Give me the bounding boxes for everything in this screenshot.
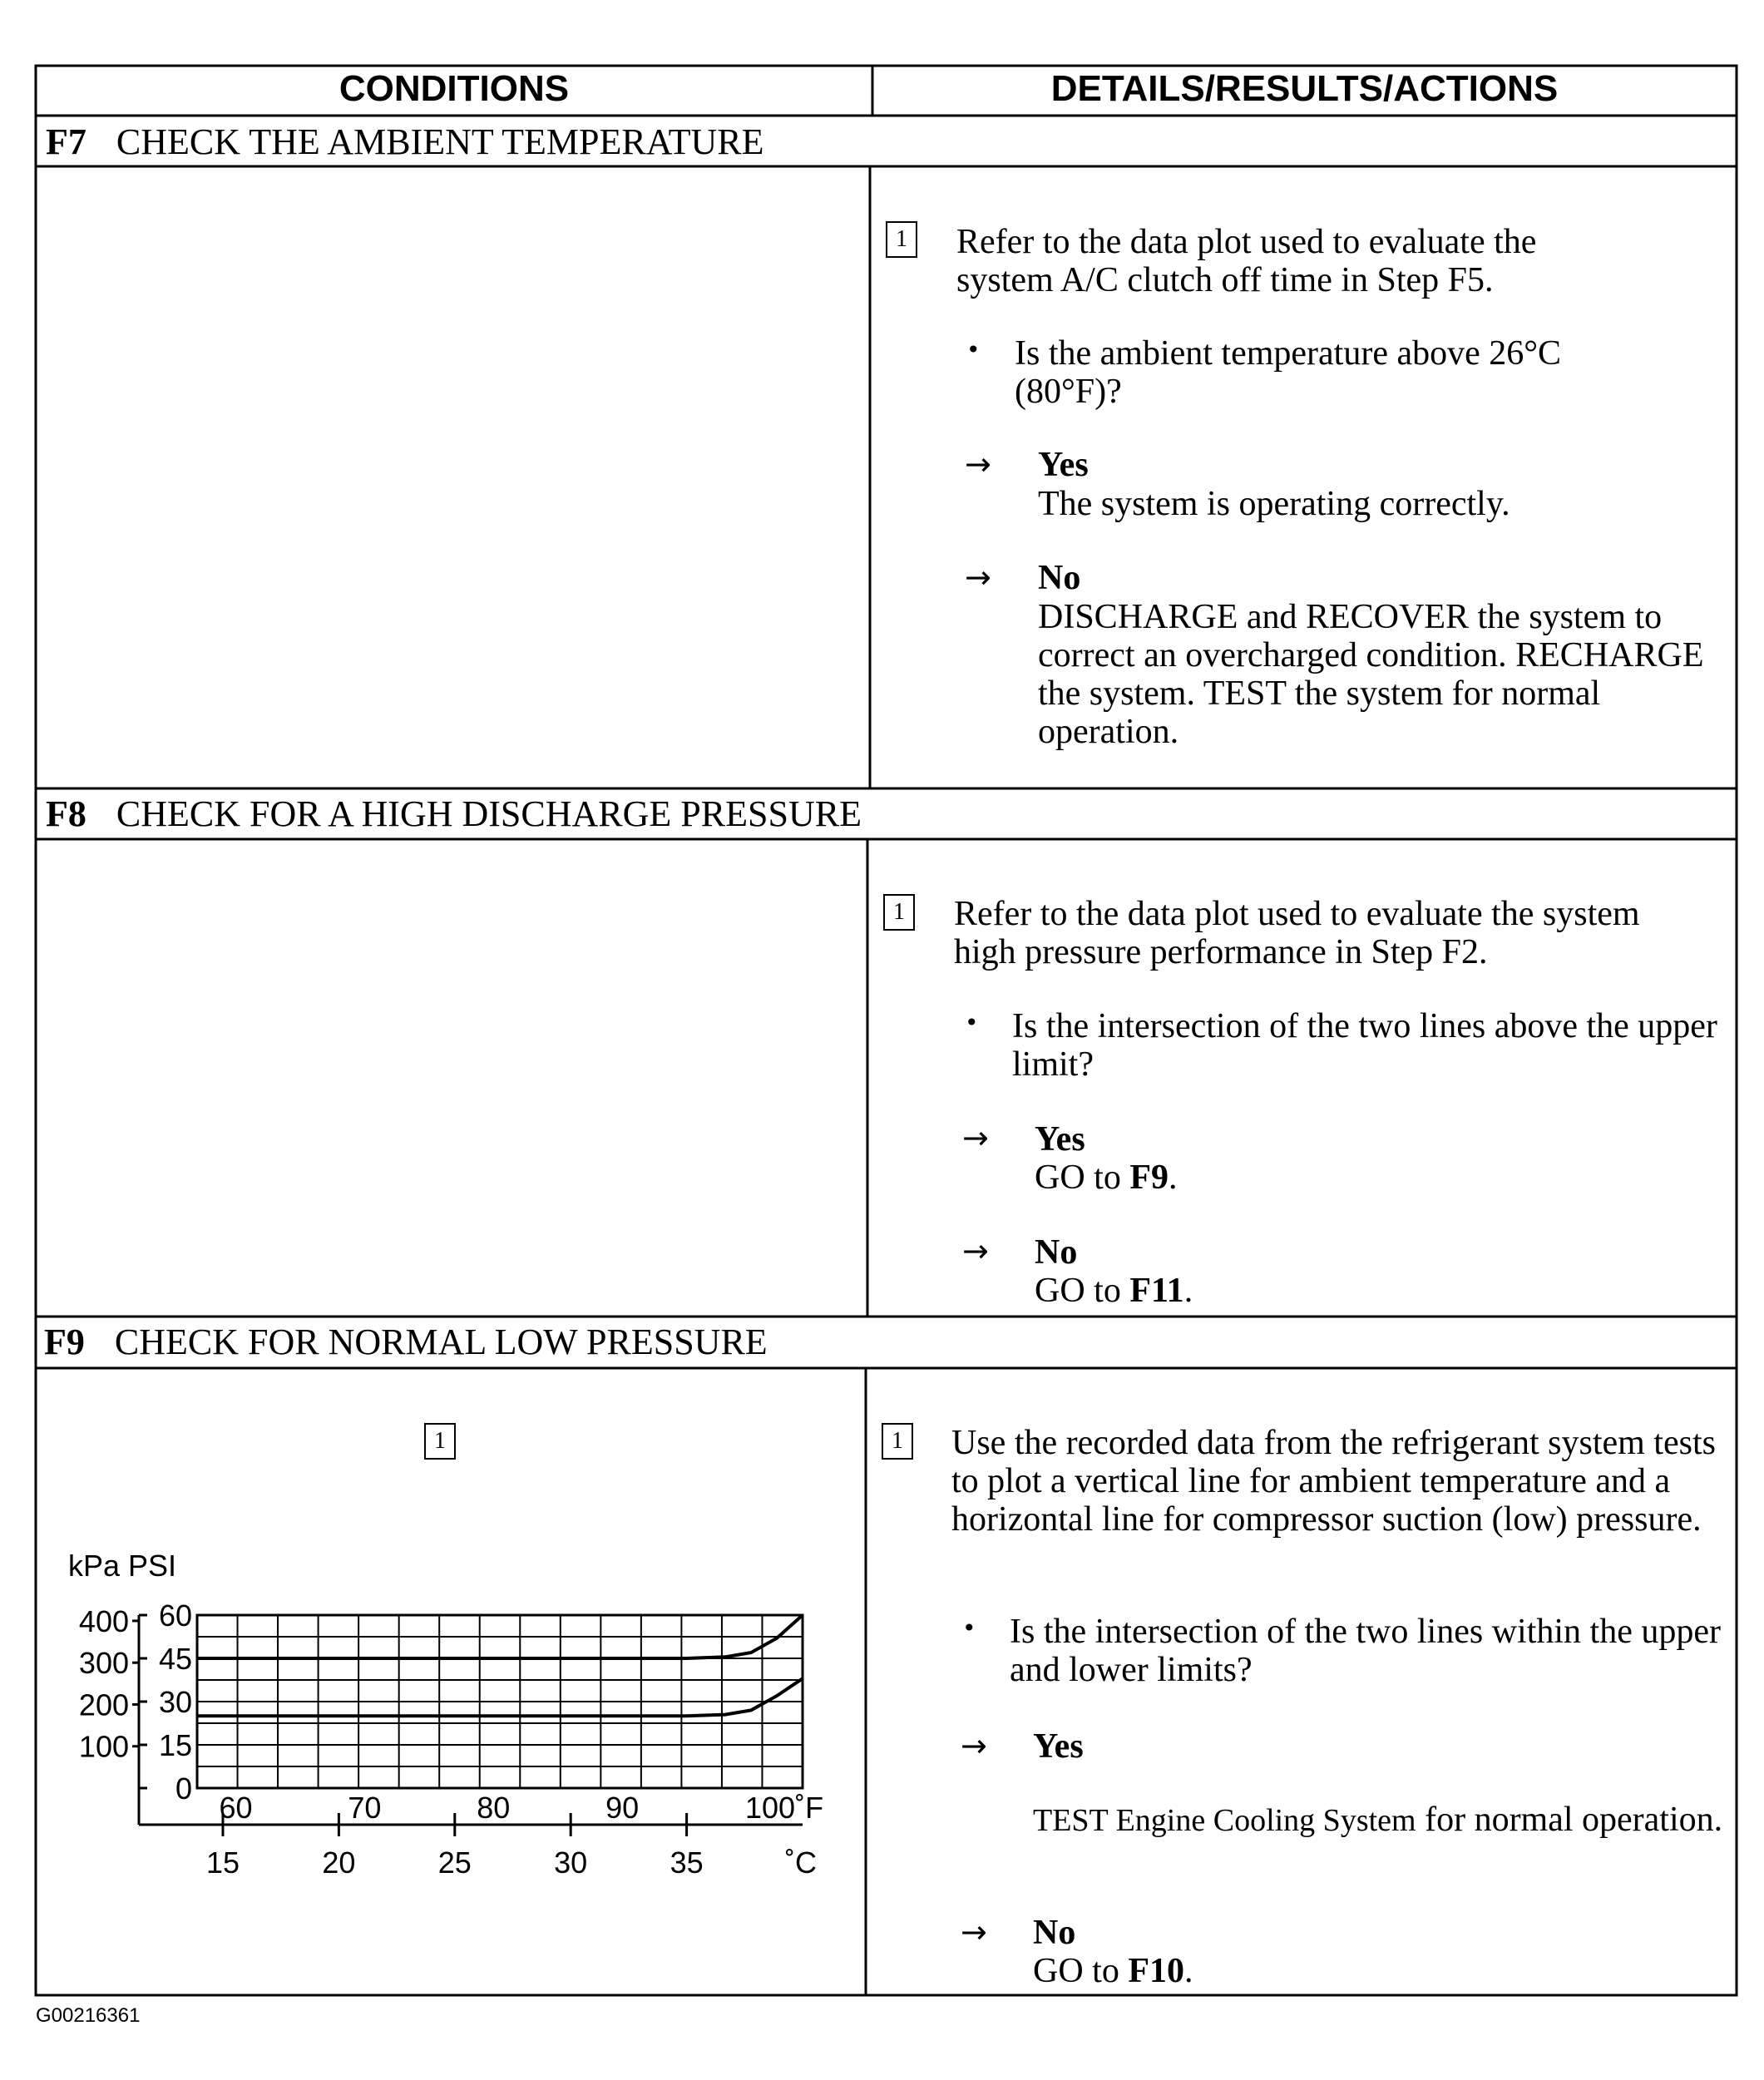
f-tick-label: 70 bbox=[348, 1791, 382, 1825]
c-tick-label: 35 bbox=[670, 1845, 704, 1880]
f9-no-arrow: → bbox=[961, 1914, 987, 1950]
f8-bullet: • bbox=[965, 1009, 979, 1036]
f7-yes-arrow: → bbox=[965, 446, 991, 482]
f-tick-label: 90 bbox=[605, 1791, 640, 1825]
f9-no-label: No bbox=[1033, 1914, 1076, 1952]
lower-limit-line bbox=[197, 1678, 803, 1716]
psi-tick-label: 45 bbox=[158, 1642, 192, 1676]
f9-step-number: 1 bbox=[882, 1423, 913, 1460]
f8-yes-suffix: . bbox=[1169, 1159, 1178, 1197]
psi-tick-label: 15 bbox=[158, 1728, 192, 1762]
f7-yes-text: The system is operating correctly. bbox=[1038, 485, 1510, 523]
kpa-tick-label: 300 bbox=[78, 1646, 129, 1681]
f8-step-number: 1 bbox=[883, 894, 915, 931]
f9-yes-arrow: → bbox=[961, 1727, 987, 1764]
psi-tick-label: 0 bbox=[175, 1771, 192, 1806]
f8-question: Is the intersection of the two lines above the upper limit? bbox=[1012, 1007, 1717, 1084]
f8-yes-prefix: GO to bbox=[1035, 1159, 1130, 1197]
f7-no-label: No bbox=[1038, 559, 1081, 597]
f7-yes-label: Yes bbox=[1038, 446, 1089, 484]
f8-yes-label: Yes bbox=[1035, 1120, 1085, 1159]
f9-step-id: F9 bbox=[44, 1322, 85, 1362]
f7-bullet: • bbox=[966, 336, 981, 363]
f8-no-target: F11 bbox=[1129, 1272, 1184, 1310]
f7-no-arrow: → bbox=[965, 559, 991, 595]
f9-bullet: • bbox=[962, 1614, 976, 1642]
f-tick-label: 100˚F bbox=[745, 1791, 824, 1825]
c-unit-label: ˚C bbox=[785, 1845, 817, 1880]
f8-no-suffix: . bbox=[1183, 1272, 1193, 1310]
f8-yes-text bbox=[1035, 1159, 1178, 1197]
f9-figure-number: 1 bbox=[424, 1423, 456, 1460]
f-tick-label: 60 bbox=[219, 1791, 253, 1825]
psi-tick-label: 60 bbox=[158, 1598, 192, 1633]
f9-yes-label: Yes bbox=[1033, 1727, 1084, 1766]
f8-yes-arrow: → bbox=[962, 1119, 989, 1156]
chart-grid bbox=[197, 1615, 803, 1788]
kpa-tick-label: 100 bbox=[78, 1729, 129, 1764]
kpa-tick-label: 400 bbox=[78, 1603, 129, 1638]
y-units-label: kPa PSI bbox=[68, 1549, 177, 1583]
f7-section-title bbox=[46, 121, 764, 163]
figure-code: G00216361 bbox=[36, 2004, 141, 2027]
f9-question: Is the intersection of the two lines within the upper and lower limits? bbox=[1010, 1613, 1721, 1689]
f9-yes-text-small: TEST Engine Cooling System bbox=[1033, 1803, 1416, 1838]
f8-no-arrow: → bbox=[962, 1233, 989, 1269]
f8-instruction: Refer to the data plot used to evaluate the system high pressure performance in Step F2. bbox=[954, 895, 1640, 971]
f8-yes-target: F9 bbox=[1129, 1159, 1169, 1197]
c-tick-label: 15 bbox=[205, 1845, 240, 1880]
f8-title: CHECK FOR A HIGH DISCHARGE PRESSURE bbox=[116, 793, 862, 834]
details-header: DETAILS/RESULTS/ACTIONS bbox=[1050, 68, 1559, 109]
f7-instruction: Refer to the data plot used to evaluate the system A/C clutch off time in Step F5. bbox=[956, 223, 1537, 299]
f8-step-id: F8 bbox=[46, 793, 86, 834]
f8-section-title bbox=[46, 793, 862, 835]
f9-yes-text-rest: for normal operation. bbox=[1416, 1801, 1723, 1839]
c-tick-label: 30 bbox=[554, 1845, 588, 1880]
f9-instruction: Use the recorded data from the refrigerant system tests to plot a vertical line for ambient temperature and a horizontal line for compressor suction (low) pressure. bbox=[951, 1424, 1716, 1539]
f7-no-text: DISCHARGE and RECOVER the system to correct an overcharged condition. RECHARGE the system. TEST the system for normal operation. bbox=[1038, 598, 1704, 751]
f8-no-prefix: GO to bbox=[1035, 1272, 1130, 1310]
f9-no-target: F10 bbox=[1128, 1952, 1184, 1990]
f7-title: CHECK THE AMBIENT TEMPERATURE bbox=[116, 121, 764, 162]
f7-question: Is the ambient temperature above 26°C (80°F)? bbox=[1015, 334, 1562, 411]
c-tick-label: 20 bbox=[322, 1845, 356, 1880]
f9-no-prefix: GO to bbox=[1033, 1952, 1129, 1990]
f9-no-text bbox=[1033, 1952, 1193, 1990]
conditions-header: CONDITIONS bbox=[338, 68, 570, 109]
f8-no-text bbox=[1035, 1272, 1193, 1310]
c-tick-label: 25 bbox=[437, 1845, 472, 1880]
kpa-tick-label: 200 bbox=[78, 1687, 129, 1722]
f7-step-number: 1 bbox=[886, 221, 917, 258]
f8-no-label: No bbox=[1035, 1233, 1078, 1272]
low-pressure-chart bbox=[50, 1547, 848, 1913]
f9-section-title bbox=[44, 1321, 768, 1363]
psi-tick-label: 30 bbox=[158, 1685, 192, 1719]
f-tick-label: 80 bbox=[477, 1791, 511, 1825]
f9-title: CHECK FOR NORMAL LOW PRESSURE bbox=[114, 1322, 768, 1362]
f9-no-suffix: . bbox=[1184, 1952, 1193, 1990]
f7-step-id: F7 bbox=[46, 121, 86, 162]
f9-yes-text bbox=[1033, 1801, 1723, 1840]
